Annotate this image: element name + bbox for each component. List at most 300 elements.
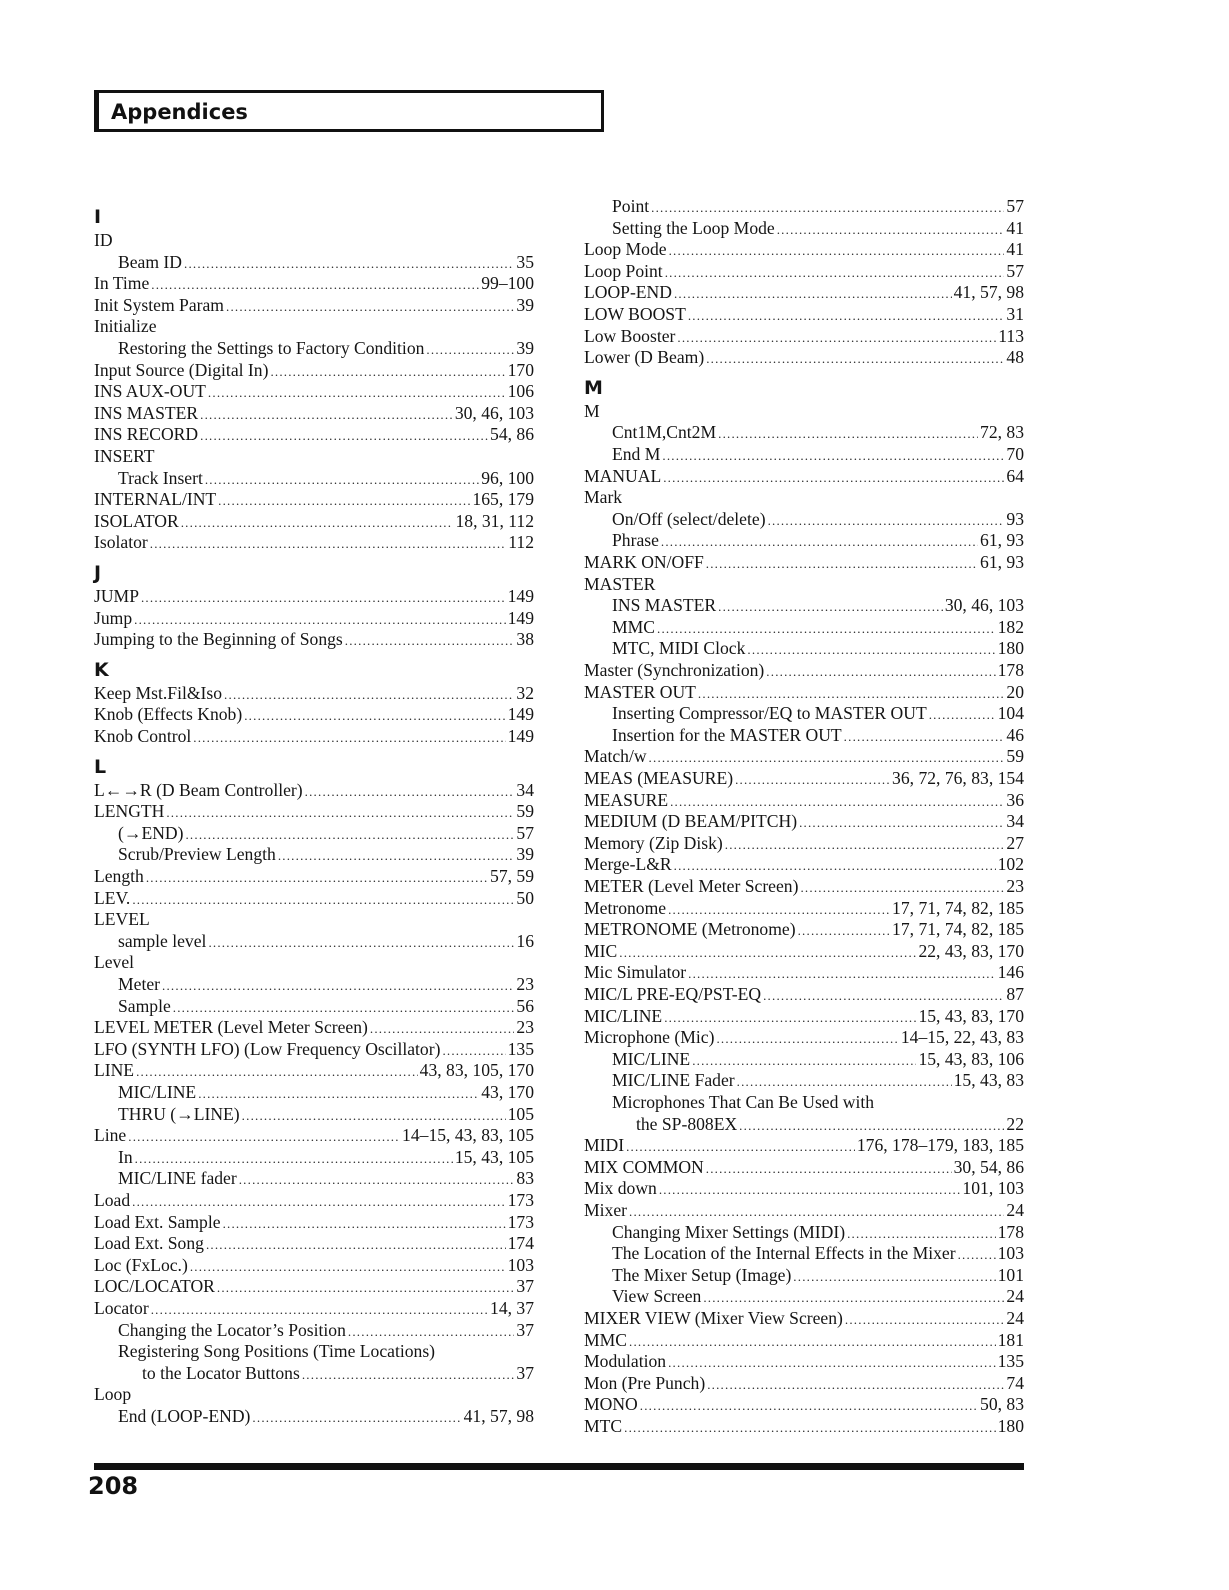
page-references: 102: [997, 854, 1024, 875]
dot-leader: [252, 1407, 461, 1429]
page-references: 43, 170: [481, 1082, 534, 1102]
index-term: Line: [94, 1125, 127, 1146]
page-references: 61, 93: [980, 552, 1024, 572]
index-entry: [584, 1027, 1024, 1049]
index-entry: [612, 218, 1024, 240]
dot-leader: [668, 1352, 996, 1374]
index-term: INS AUX-OUT: [94, 381, 206, 402]
dot-leader: [669, 240, 1005, 262]
index-entry: [94, 511, 534, 533]
dot-leader: [184, 253, 514, 275]
index-entry: [118, 1082, 534, 1104]
dot-leader: [692, 1050, 916, 1072]
page-references: 15, 43, 83, 106: [918, 1048, 1024, 1069]
index-term: View Screen: [612, 1286, 702, 1307]
index-entry: [612, 444, 1024, 466]
index-term: Input Source (Digital In): [94, 359, 269, 380]
index-term: to the Locator Buttons: [142, 1362, 300, 1383]
dot-leader: [302, 1364, 515, 1386]
index-term: Point: [612, 196, 650, 216]
page-references: 39: [516, 338, 534, 358]
page-references: 23: [1006, 876, 1024, 896]
index-term: Scrub/Preview Length: [118, 844, 276, 865]
page-references: 178: [997, 660, 1024, 680]
page-references: 24: [1006, 1200, 1024, 1220]
page-references: 64: [1006, 465, 1024, 486]
index-entry: [94, 866, 534, 888]
dot-leader: [664, 1007, 916, 1029]
index-term: The Mixer Setup (Image): [612, 1264, 792, 1285]
dot-leader: [793, 1266, 995, 1288]
index-entry: [94, 1060, 534, 1082]
page-references: 106: [507, 381, 534, 402]
index-term: Modulation: [584, 1351, 667, 1372]
index-entry: [94, 888, 534, 910]
index-entry: [584, 1006, 1024, 1028]
index-entry: [94, 273, 534, 295]
index-term: LINE: [94, 1060, 135, 1081]
dot-leader: [200, 425, 488, 447]
index-entry: [584, 304, 1024, 326]
dot-leader: [707, 1374, 1004, 1396]
page-references: 149: [507, 586, 534, 606]
index-entry: [94, 381, 534, 403]
index-term: Beam ID: [118, 251, 183, 272]
dot-leader: [181, 512, 454, 534]
index-term: MONO: [584, 1394, 638, 1415]
index-letter-heading: L: [94, 755, 107, 778]
page-references: 103: [997, 1243, 1024, 1264]
index-term: Sample: [118, 995, 171, 1016]
page-references: 173: [507, 1211, 534, 1232]
index-entry: [118, 1147, 534, 1169]
index-entry: [584, 1178, 1024, 1200]
dot-leader: [665, 262, 1005, 284]
page-references: 57: [1006, 260, 1024, 281]
index-entry: [612, 1092, 1024, 1114]
dot-leader: [348, 1321, 515, 1343]
index-entry: [94, 780, 534, 802]
dot-leader: [735, 769, 890, 791]
page-references: 14–15, 22, 43, 83: [900, 1027, 1024, 1048]
index-entry: [584, 1416, 1024, 1438]
index-term: Load Ext. Sample: [94, 1211, 221, 1232]
index-term: Registering Song Positions (Time Locations): [118, 1341, 436, 1362]
index-entry: [584, 660, 1024, 682]
index-term: Loc (FxLoc.): [94, 1254, 188, 1275]
index-entry: [584, 574, 1024, 596]
index-term: Low Booster: [584, 325, 676, 346]
dot-leader: [674, 855, 996, 877]
page-references: 135: [997, 1351, 1024, 1372]
page-references: 18, 31, 112: [455, 510, 534, 531]
index-entry: [584, 282, 1024, 304]
index-term: INS RECORD: [94, 424, 199, 445]
page-references: 113: [998, 325, 1024, 346]
index-entry: [94, 1039, 534, 1061]
dot-leader: [725, 834, 1005, 856]
dot-leader: [166, 802, 514, 824]
index-term: THRU (→LINE): [118, 1103, 240, 1124]
page-references: 149: [507, 607, 534, 628]
index-term: MIXER VIEW (Mixer View Screen): [584, 1308, 843, 1328]
dot-leader: [718, 596, 943, 618]
index-entry: [612, 509, 1024, 531]
dot-leader: [226, 296, 514, 318]
index-term: Init System Param: [94, 294, 224, 315]
index-entry: [584, 1373, 1024, 1395]
index-entry: [584, 962, 1024, 984]
index-entry: [94, 446, 534, 468]
dot-leader: [929, 704, 996, 726]
dot-leader: [629, 1201, 1004, 1223]
index-entry: [94, 1212, 534, 1234]
dot-leader: [134, 609, 505, 631]
index-term: The Location of the Internal Effects in the Mixer: [612, 1243, 956, 1264]
index-term: Merge-L&R: [584, 854, 672, 875]
page-references: 57: [1006, 196, 1024, 216]
index-entry: [94, 1125, 534, 1147]
index-term: MASTER OUT: [584, 681, 696, 702]
index-entry: [118, 338, 534, 360]
index-entry: [584, 552, 1024, 574]
page-references: 17, 71, 74, 82, 185: [892, 897, 1024, 918]
index-term: LENGTH: [94, 801, 165, 822]
page-references: 31: [1006, 304, 1024, 324]
page-references: 180: [997, 1416, 1024, 1436]
index-entry: [94, 683, 534, 705]
index-entry: [94, 532, 534, 554]
dot-leader: [141, 587, 506, 609]
page-references: 22: [1006, 1113, 1024, 1134]
page-references: 57: [516, 822, 534, 843]
index-term: Mix down: [584, 1178, 657, 1199]
index-term: Microphones That Can Be Used with: [612, 1092, 875, 1112]
page-references: 54, 86: [490, 424, 534, 445]
index-letter-heading: J: [94, 562, 102, 584]
index-entry: [612, 1070, 1024, 1092]
index-entry: [612, 725, 1024, 747]
index-term: Lower (D Beam): [584, 347, 705, 368]
dot-leader: [136, 1061, 418, 1083]
dot-leader: [208, 932, 514, 954]
page-references: 37: [516, 1319, 534, 1340]
page-references: 27: [1006, 832, 1024, 853]
dot-leader: [703, 1287, 1004, 1309]
index-term: ISOLATOR: [94, 510, 179, 531]
index-entry: [584, 1308, 1024, 1330]
dot-leader: [132, 889, 514, 911]
dot-leader: [185, 824, 514, 846]
index-term: Jump: [94, 607, 133, 628]
index-term: Cnt1M,Cnt2M: [612, 422, 717, 443]
index-entry: [118, 1341, 534, 1363]
index-term: Meter: [118, 974, 161, 994]
index-entry: [94, 424, 534, 446]
dot-leader: [706, 348, 1004, 370]
dot-leader: [135, 1148, 453, 1170]
index-term: METER (Level Meter Screen): [584, 876, 799, 896]
dot-leader: [223, 1213, 506, 1235]
dot-leader: [763, 985, 1004, 1007]
page-references: 61, 93: [980, 530, 1024, 551]
index-entry: [94, 704, 534, 726]
index-entry: [584, 347, 1024, 369]
page-references: 112: [508, 532, 534, 553]
dot-leader: [663, 467, 1004, 489]
page-references: 30, 46, 103: [454, 402, 534, 423]
dot-leader: [768, 510, 1005, 532]
index-entry: [612, 1222, 1024, 1244]
dot-leader: [674, 283, 952, 305]
page-references: 50: [516, 887, 534, 908]
index-letter-heading: M: [584, 376, 603, 399]
page-references: 36: [1006, 789, 1024, 810]
page-references: 30, 46, 103: [944, 595, 1024, 616]
dot-leader: [677, 327, 996, 349]
index-term: MANUAL: [584, 465, 662, 486]
page-references: 46: [1006, 724, 1024, 745]
dot-leader: [206, 1234, 506, 1256]
page-references: 41, 57, 98: [953, 282, 1024, 303]
page-references: 176, 178–179, 183, 185: [856, 1135, 1024, 1156]
index-term: End M: [612, 444, 661, 464]
dot-leader: [668, 899, 890, 921]
page-references: 104: [997, 703, 1024, 724]
dot-leader: [688, 963, 995, 985]
dot-leader: [629, 1331, 996, 1353]
index-term: Mon (Pre Punch): [584, 1372, 706, 1393]
index-entry: [612, 422, 1024, 444]
index-term: sample level: [118, 930, 207, 951]
index-entry: [612, 595, 1024, 617]
dot-leader: [150, 533, 507, 555]
index-entry: [94, 1384, 534, 1406]
index-entry: [584, 466, 1024, 488]
index-entry: [584, 833, 1024, 855]
index-letter-heading: I: [94, 206, 102, 228]
index-entry: [118, 996, 534, 1018]
index-entry: [94, 1190, 534, 1212]
index-term: INS MASTER: [612, 595, 717, 616]
index-term: Mic Simulator: [584, 962, 687, 983]
page-references: 24: [1006, 1308, 1024, 1328]
index-entry: [584, 326, 1024, 348]
index-term: ID: [94, 230, 113, 250]
page-references: 15, 43, 83, 170: [918, 1005, 1024, 1026]
page-references: 41: [1006, 217, 1024, 238]
dot-leader: [716, 1028, 898, 1050]
dot-leader: [190, 1256, 506, 1278]
page-references: 105: [507, 1103, 534, 1124]
index-term: Metronome: [584, 897, 667, 918]
index-term: In Time: [94, 273, 150, 294]
index-entry: [584, 682, 1024, 704]
index-entry: [94, 629, 534, 651]
page-references: 101: [997, 1264, 1024, 1285]
page-references: 93: [1006, 508, 1024, 529]
dot-leader: [151, 1299, 488, 1321]
index-entry: [584, 1330, 1024, 1352]
dot-leader: [278, 845, 515, 867]
index-term: Changing the Locator’s Position: [118, 1319, 346, 1340]
page-references: 170: [507, 359, 534, 380]
index-entry: [94, 316, 534, 338]
index-term: LEV.: [94, 887, 131, 908]
page-references: 146: [997, 962, 1024, 983]
page-references: 174: [507, 1233, 534, 1254]
dot-leader: [798, 920, 890, 942]
page-references: 37: [516, 1276, 534, 1297]
page-references: 14–15, 43, 83, 105: [402, 1125, 534, 1146]
dot-leader: [662, 445, 1004, 467]
dot-leader: [442, 1040, 505, 1062]
page-references: 30, 54, 86: [953, 1156, 1024, 1177]
index-term: MIC: [584, 940, 618, 961]
index-term: MIC/LINE Fader: [612, 1070, 735, 1091]
page-references: 103: [507, 1254, 534, 1275]
index-term: Isolator: [94, 532, 148, 553]
index-entry: [584, 1351, 1024, 1373]
page-references: 36, 72, 76, 83, 154: [892, 768, 1024, 788]
index-term: Loop Point: [584, 260, 663, 281]
index-entry: [584, 854, 1024, 876]
index-term: L←→R (D Beam Controller): [94, 779, 303, 800]
dot-leader: [305, 781, 515, 803]
page-references: 35: [516, 251, 534, 272]
page-references: 41: [1006, 239, 1024, 260]
dot-leader: [200, 404, 453, 426]
index-entry: [94, 295, 534, 317]
index-term: Mark: [584, 487, 623, 508]
index-entry: [584, 401, 1024, 423]
index-entry: [118, 844, 534, 866]
index-term: Match/w: [584, 746, 647, 767]
index-term: the SP-808EX: [636, 1113, 738, 1134]
dot-leader: [747, 639, 995, 661]
page-references: 23: [516, 1017, 534, 1038]
page-references: 37: [516, 1362, 534, 1383]
index-entry: [584, 919, 1024, 941]
dot-leader: [649, 747, 1005, 769]
page-references: 14, 37: [490, 1298, 534, 1318]
dot-leader: [224, 684, 514, 706]
page-references: 178: [997, 1221, 1024, 1242]
index-entry: [94, 1298, 534, 1320]
index-entry: [94, 1255, 534, 1277]
dot-leader: [698, 683, 1004, 705]
index-term: MIC/LINE: [612, 1048, 691, 1069]
index-entry: [584, 898, 1024, 920]
index-term: LEVEL METER (Level Meter Screen): [94, 1017, 368, 1038]
index-term: Load Ext. Song: [94, 1233, 204, 1254]
page-references: 135: [507, 1038, 534, 1059]
index-entry: [612, 1286, 1024, 1308]
index-entry: [118, 974, 534, 996]
index-term: MTC, MIDI Clock: [612, 638, 746, 659]
dot-leader: [847, 1223, 996, 1245]
index-entry: [94, 586, 534, 608]
index-term: MEDIUM (D BEAM/PITCH): [584, 811, 798, 832]
index-term: Track Insert: [118, 467, 203, 488]
dot-leader: [345, 630, 515, 652]
index-term: Memory (Zip Disk): [584, 832, 723, 853]
dot-leader: [844, 726, 1005, 748]
page-references: 17, 71, 74, 82, 185: [892, 919, 1024, 940]
index-entry: [612, 1265, 1024, 1287]
index-term: MEAS (MEASURE): [584, 768, 734, 788]
dot-leader: [718, 423, 978, 445]
page-references: 57, 59: [490, 866, 534, 886]
page-references: 182: [997, 616, 1024, 637]
page-references: 59: [1006, 746, 1024, 767]
index-term: Microphone (Mic): [584, 1027, 715, 1048]
index-term: Loop: [94, 1384, 132, 1405]
index-entry: [94, 1233, 534, 1255]
page-references: 70: [1006, 444, 1024, 464]
page-references: 38: [516, 629, 534, 650]
page-number: 208: [88, 1472, 139, 1500]
dot-leader: [706, 1158, 952, 1180]
index-entry: [612, 703, 1024, 725]
index-term: MIC/LINE fader: [118, 1168, 237, 1189]
index-term: Master (Synchronization): [584, 660, 765, 680]
dot-leader: [619, 942, 916, 964]
index-term: Mixer: [584, 1200, 627, 1220]
index-entry: [612, 196, 1024, 218]
dot-leader: [706, 553, 978, 575]
dot-leader: [239, 1169, 515, 1191]
page-references: 39: [516, 844, 534, 865]
dot-leader: [958, 1244, 996, 1266]
index-term: In: [118, 1146, 133, 1167]
dot-leader: [146, 867, 488, 889]
index-term: (→END): [118, 822, 184, 843]
dot-leader: [661, 531, 978, 553]
index-entry: [584, 1135, 1024, 1157]
index-entry: [584, 876, 1024, 898]
page-references: 101, 103: [962, 1178, 1024, 1199]
index-term: MMC: [612, 616, 656, 637]
page-references: 20: [1006, 681, 1024, 702]
dot-leader: [739, 1115, 1004, 1137]
section-header-box: [94, 90, 604, 132]
dot-leader: [244, 705, 505, 727]
index-entry: [584, 239, 1024, 261]
page-references: 149: [507, 726, 534, 746]
page-references: 173: [507, 1190, 534, 1210]
index-term: LOOP-END: [584, 282, 672, 303]
index-entry: [584, 487, 1024, 509]
index-term: End (LOOP-END): [118, 1406, 251, 1426]
index-term: MIC/LINE: [118, 1082, 197, 1102]
index-entry: [612, 638, 1024, 660]
index-term: Knob Control: [94, 726, 192, 746]
index-entry: [94, 403, 534, 425]
index-entry: [612, 617, 1024, 639]
dot-leader: [426, 339, 514, 361]
index-term: MARK ON/OFF: [584, 552, 704, 572]
dot-leader: [688, 305, 1005, 327]
index-term: MASTER: [584, 573, 656, 594]
index-entry: [94, 726, 534, 748]
page-references: 99–100: [481, 273, 534, 294]
index-term: MEASURE: [584, 789, 669, 810]
index-term: Insertion for the MASTER OUT: [612, 724, 842, 745]
index-entry: [584, 790, 1024, 812]
index-entry: [636, 1114, 1024, 1136]
page-references: 87: [1006, 984, 1024, 1004]
